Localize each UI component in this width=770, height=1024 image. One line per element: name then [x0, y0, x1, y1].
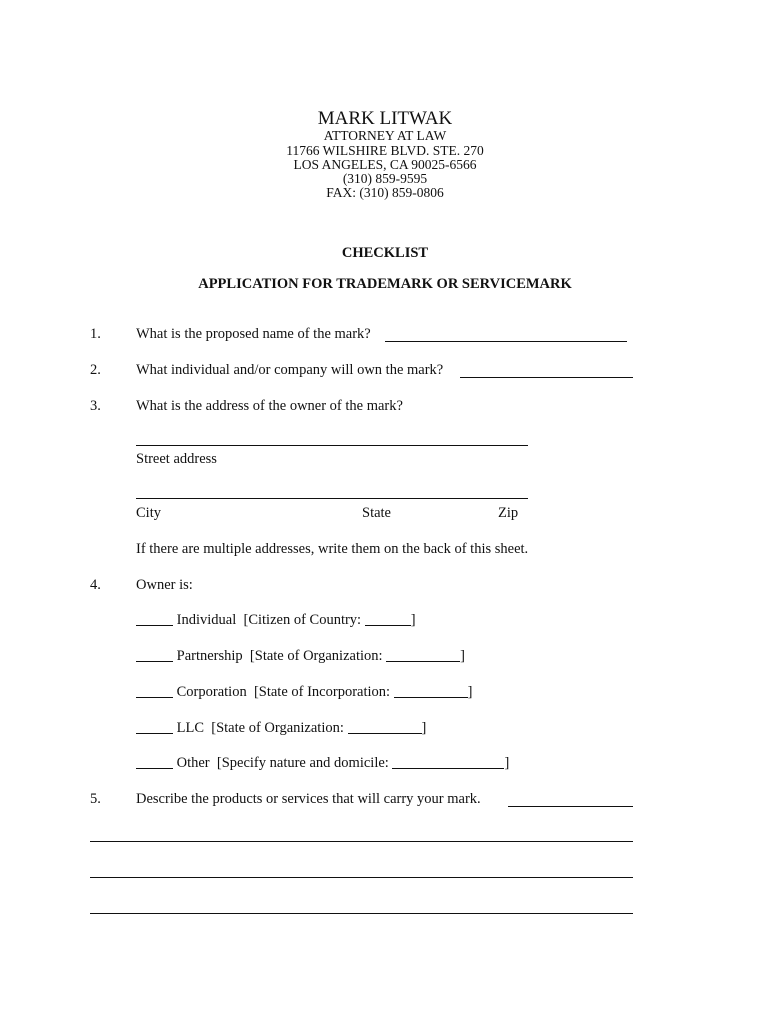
option-label: Partnership	[176, 648, 243, 664]
description-line-1[interactable]	[90, 841, 633, 842]
partnership-checkbox-blank[interactable]	[136, 648, 173, 662]
q1-number: 1.	[90, 326, 101, 342]
q4-text: Owner is:	[136, 577, 193, 593]
option-bracket-text: [State of Organization:	[249, 648, 383, 664]
products-services-field[interactable]	[508, 806, 633, 807]
option-label: Corporation	[176, 684, 247, 700]
street-address-label: Street address	[136, 451, 217, 467]
city-state-zip-field[interactable]	[136, 498, 528, 499]
q2-text: What individual and/or company will own the mark?	[136, 362, 444, 378]
owner-option-other	[136, 755, 509, 772]
bracket-close: ]	[421, 720, 427, 736]
individual-checkbox-blank[interactable]	[136, 612, 173, 626]
option-bracket-text: [Citizen of Country:	[243, 612, 362, 628]
corporation-checkbox-blank[interactable]	[136, 684, 173, 698]
owner-option-partnership	[136, 648, 465, 665]
mark-name-field[interactable]	[385, 341, 627, 342]
option-bracket-text: [Specify nature and domicile:	[216, 755, 389, 771]
city-label: City	[136, 505, 161, 521]
q5-text: Describe the products or services that will carry your mark.	[136, 791, 481, 807]
other-nature-field[interactable]	[392, 755, 504, 769]
street-address-field[interactable]	[136, 445, 528, 446]
corporation-state-field[interactable]	[394, 684, 468, 698]
q4-number: 4.	[90, 577, 101, 593]
document-heading: CHECKLIST	[341, 245, 429, 261]
option-bracket-text: [State of Incorporation:	[253, 684, 391, 700]
llc-state-field[interactable]	[348, 720, 422, 734]
bracket-close: ]	[410, 612, 416, 628]
owner-name-field[interactable]	[460, 377, 633, 378]
bracket-close: ]	[467, 684, 473, 700]
option-bracket-text: [State of Organization:	[211, 720, 344, 736]
q3-text: What is the address of the owner of the mark?	[136, 398, 403, 414]
attorney-name: MARK LITWAK	[317, 108, 453, 129]
owner-option-individual	[136, 612, 416, 629]
q3-number: 3.	[90, 398, 101, 414]
bracket-close: ]	[504, 755, 510, 771]
description-line-3[interactable]	[90, 913, 633, 914]
q2-number: 2.	[90, 362, 101, 378]
description-line-2[interactable]	[90, 877, 633, 878]
llc-checkbox-blank[interactable]	[136, 720, 173, 734]
q5-number: 5.	[90, 791, 101, 807]
address-line-1: 11766 WILSHIRE BLVD. STE. 270	[286, 143, 484, 158]
attorney-title: ATTORNEY AT LAW	[323, 128, 447, 143]
option-label: LLC	[176, 720, 205, 736]
zip-label: Zip	[498, 505, 519, 521]
owner-option-llc	[136, 720, 426, 737]
citizen-country-field[interactable]	[365, 612, 411, 626]
state-label: State	[362, 505, 391, 521]
multiple-address-note: If there are multiple addresses, write them on the back of this sheet.	[136, 541, 529, 557]
bracket-close: ]	[460, 648, 466, 664]
other-checkbox-blank[interactable]	[136, 755, 173, 769]
address-line-2: LOS ANGELES, CA 90025-6566	[293, 157, 477, 172]
q1-text: What is the proposed name of the mark?	[136, 326, 371, 342]
phone-number: (310) 859-9595	[342, 171, 428, 186]
option-label: Other	[176, 755, 210, 771]
owner-option-corporation	[136, 684, 473, 701]
partnership-state-field[interactable]	[386, 648, 460, 662]
fax-number: FAX: (310) 859-0806	[326, 185, 444, 200]
option-label: Individual	[176, 612, 237, 628]
document-subheading: APPLICATION FOR TRADEMARK OR SERVICEMARK	[198, 276, 572, 292]
